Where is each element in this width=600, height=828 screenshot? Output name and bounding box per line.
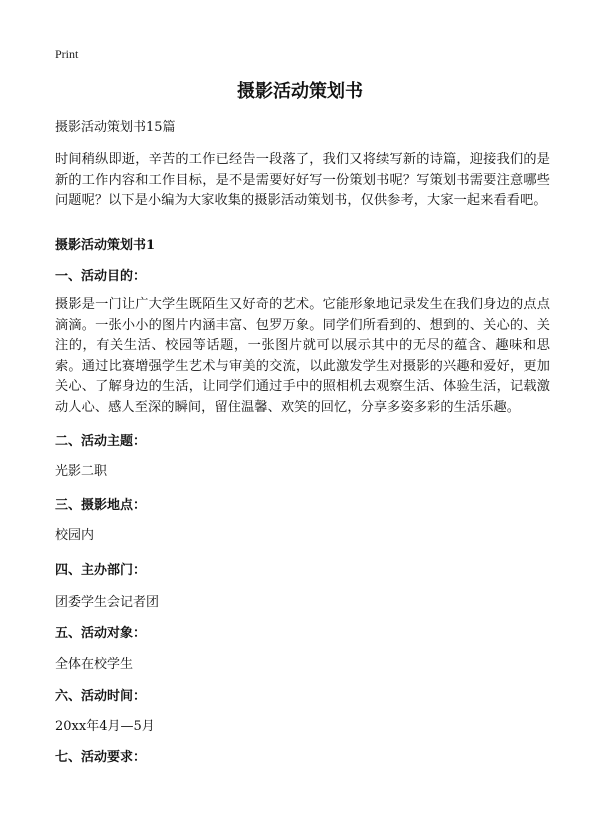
print-link[interactable]: Print	[55, 47, 79, 61]
document-subtitle: 摄影活动策划书15篇	[55, 120, 176, 135]
heading-location: 三、摄影地点：	[55, 498, 147, 513]
heading-requirements: 七、活动要求：	[55, 750, 147, 765]
heading-time: 六、活动时间：	[55, 689, 147, 704]
heading-theme: 二、活动主题：	[55, 434, 147, 449]
purpose-paragraph: 摄影是一门让广大学生既陌生又好奇的艺术。它能形象地记录发生在我们身边的点点滴滴。一张小小的图片内涵丰富、包罗万象。同学们所看到的、想到的、关心的、关注的，有关生活、校园等话题，一张图片就可以展示其中的无尽的蕴含、趣味和思索。通过比赛增强学生艺术与审美的交流，以此激发学生对摄影的兴趣和爱好，更加关心、了解身边的生活，让同学们通过手中的照相机去观察生活、体验生活，记载激动人心、感人至深的瞬间，留住温馨、欢笑的回忆，分享多姿多彩的生活乐趣。	[55, 297, 550, 415]
section-title: 摄影活动策划书1	[55, 238, 156, 253]
heading-purpose: 一、活动目的：	[55, 269, 147, 284]
heading-participants: 五、活动对象：	[55, 626, 147, 641]
location-value: 校园内	[55, 528, 95, 543]
intro-paragraph: 时间稍纵即逝，辛苦的工作已经告一段落了，我们又将续写新的诗篇，迎接我们的是新的工作内容和工作目标，是不是需要好好写一份策划书呢？写策划书需要注意哪些问题呢？以下是小编为大家收集的摄影活动策划书，仅供参考，大家一起来看看吧。	[55, 152, 550, 208]
participants-value: 全体在校学生	[55, 657, 134, 672]
document-title: 摄影活动策划书	[237, 81, 363, 102]
theme-value: 光影二职	[55, 464, 108, 479]
heading-organizer: 四、主办部门：	[55, 563, 147, 578]
organizer-value: 团委学生会记者团	[55, 595, 160, 610]
time-value: 20xx年4月—5月	[55, 719, 155, 734]
